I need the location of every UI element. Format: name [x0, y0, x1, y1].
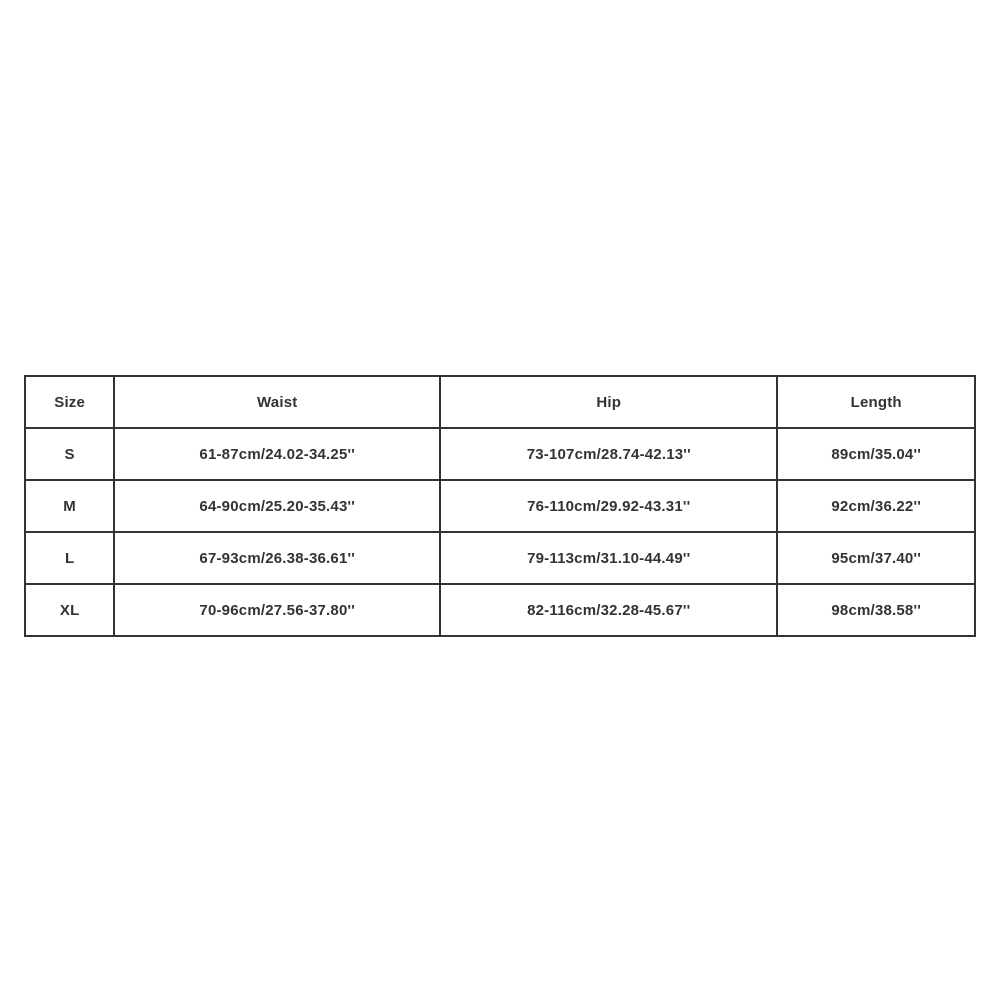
- cell-hip: 76-110cm/29.92-43.31'': [440, 480, 777, 532]
- cell-waist: 67-93cm/26.38-36.61'': [114, 532, 440, 584]
- cell-size: XL: [25, 584, 114, 636]
- cell-length: 95cm/37.40'': [777, 532, 975, 584]
- table-row: [25, 480, 975, 532]
- header-length: Length: [777, 376, 975, 428]
- size-chart-header-row: [25, 376, 975, 428]
- table-row: [25, 428, 975, 480]
- header-waist: Waist: [114, 376, 440, 428]
- cell-size: S: [25, 428, 114, 480]
- header-hip: Hip: [440, 376, 777, 428]
- cell-waist: 70-96cm/27.56-37.80'': [114, 584, 440, 636]
- cell-size: L: [25, 532, 114, 584]
- cell-hip: 73-107cm/28.74-42.13'': [440, 428, 777, 480]
- cell-length: 89cm/35.04'': [777, 428, 975, 480]
- cell-size: M: [25, 480, 114, 532]
- cell-waist: 64-90cm/25.20-35.43'': [114, 480, 440, 532]
- size-chart-table: [24, 375, 976, 637]
- cell-waist: 61-87cm/24.02-34.25'': [114, 428, 440, 480]
- cell-hip: 82-116cm/32.28-45.67'': [440, 584, 777, 636]
- cell-length: 92cm/36.22'': [777, 480, 975, 532]
- table-row: [25, 584, 975, 636]
- cell-hip: 79-113cm/31.10-44.49'': [440, 532, 777, 584]
- header-size: Size: [25, 376, 114, 428]
- cell-length: 98cm/38.58'': [777, 584, 975, 636]
- table-row: [25, 532, 975, 584]
